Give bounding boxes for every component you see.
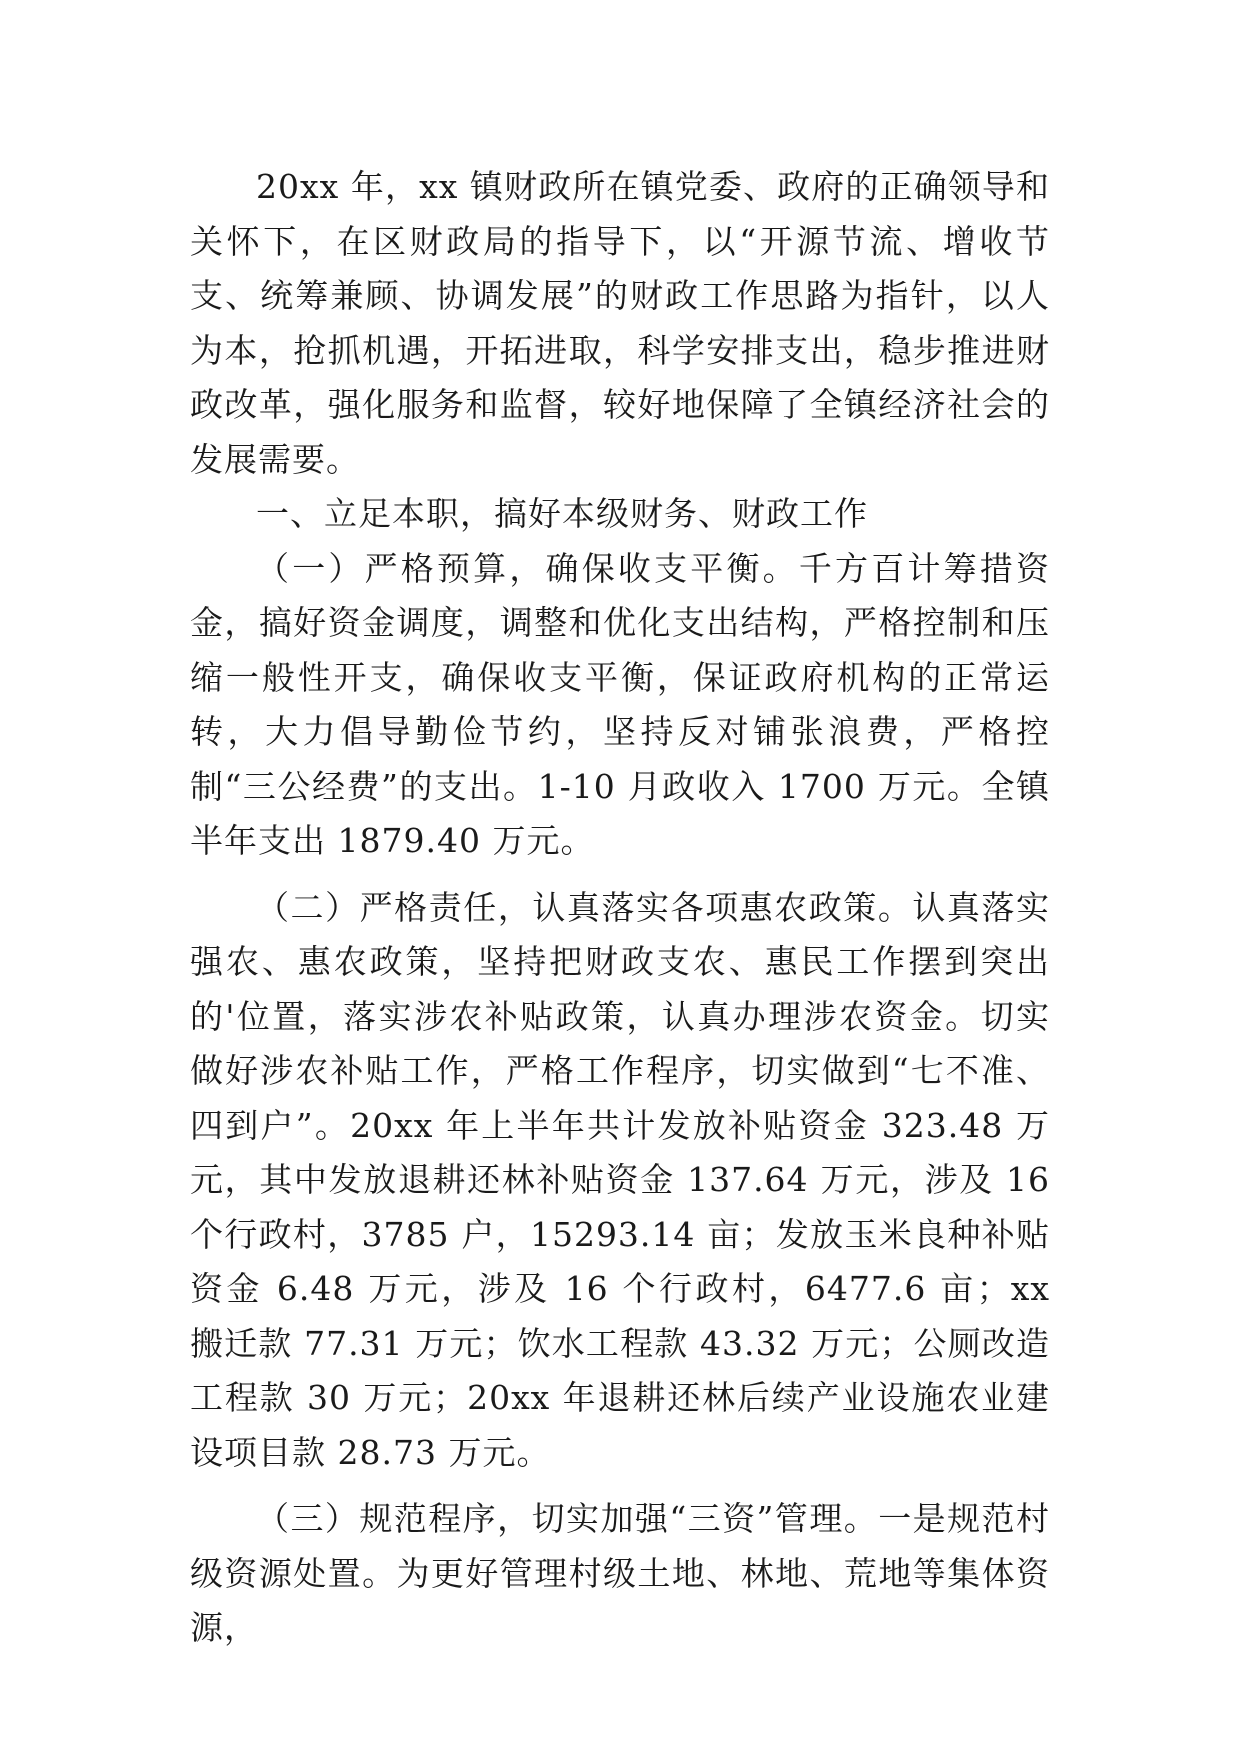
subsidy-paragraph: （二）严格责任，认真落实各项惠农政策。认真落实强农、惠农政策，坚持把财政支农、惠民工作摆到突出的'位置，落实涉农补贴政策，认真办理涉农资金。切实做好涉农补贴工作，严格工作程序，切实做到“七不准、四到户”。20xx 年上半年共计发放补贴资金 323.48 万元，其中发放退耕还林补贴资金 137.64 万元，涉及 16 个行政村，3785 户，15293.14 亩；发放玉米良种补贴资金 6.48 万元，涉及 16 个行政村，6477.6 亩；xx 搬迁款 77.31 万元；饮水工程款 43.32 万元；公厕改造工程款 30 万元；20xx 年退耕还林后续产业设施农业建设项目款 28.73 万元。 <box>190 887 1050 1472</box>
assets-paragraph: （三）规范程序，切实加强“三资”管理。一是规范村级资源处置。为更好管理村级土地、林地、荒地等集体资源， <box>190 1499 1050 1647</box>
document-body <box>190 160 1050 1656</box>
intro-paragraph: 20xx 年，xx 镇财政所在镇党委、政府的正确领导和关怀下，在区财政局的指导下，以“开源节流、增收节支、统筹兼顾、协调发展”的财政工作思路为指针，以人为本，抢抓机遇，开拓进取，科学安排支出，稳步推进财政改革，强化服务和监督，较好地保障了全镇经济社会的发展需要。 <box>190 167 1050 479</box>
budget-paragraph: （一）严格预算，确保收支平衡。千方百计筹措资金，搞好资金调度，调整和优化支出结构，严格控制和压缩一般性开支，确保收支平衡，保证政府机构的正常运转，大力倡导勤俭节约，坚持反对铺张浪费，严格控制“三公经费”的支出。1-10 月政收入 1700 万元。全镇半年支出 1879.40 万元。 <box>190 548 1050 860</box>
section-heading: 一、立足本职，搞好本级财务、财政工作 <box>256 494 868 533</box>
